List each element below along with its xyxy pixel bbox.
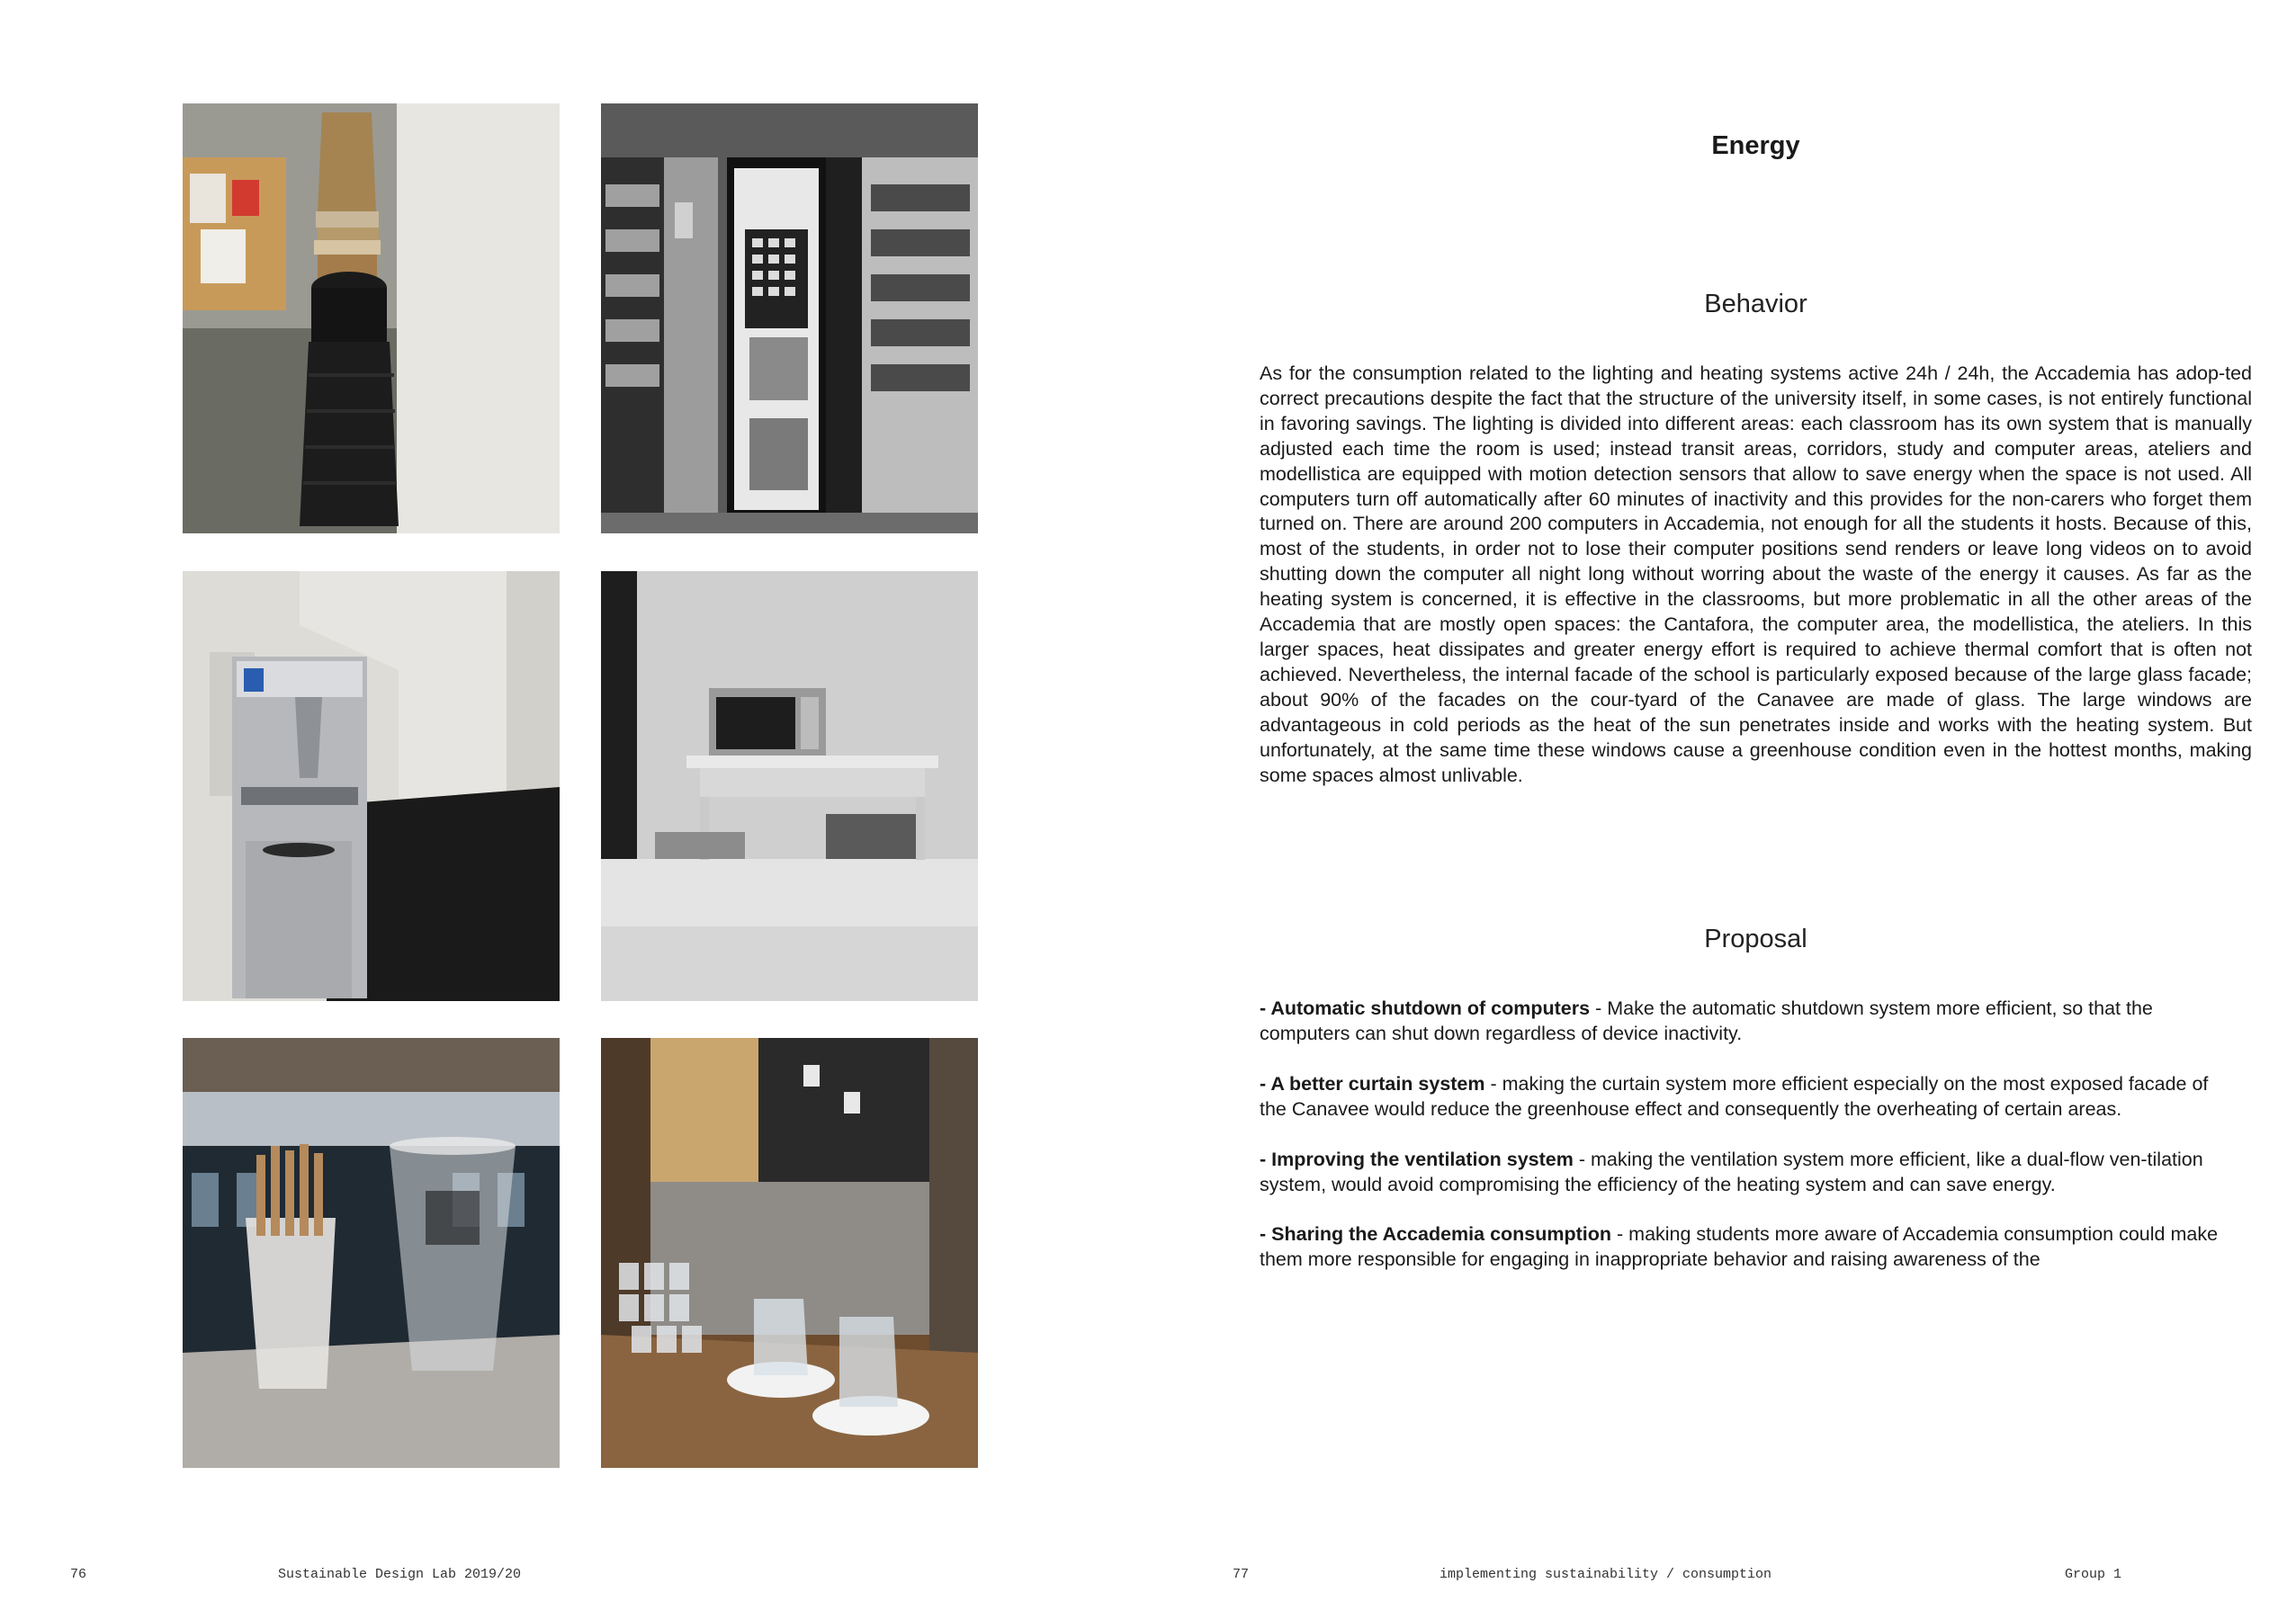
proposal-item-text: - making the ventilation system more efficient, like a dual-flow ven-tilation system, would avoid compromising the efficiency of the heating system and can save energy. <box>1260 1148 2203 1195</box>
proposal-list <box>1260 997 2240 1298</box>
right-page-number: 77 <box>1233 1567 1250 1582</box>
proposal-item-text: - making the curtain system more efficient especially on the most exposed facade of the Canavee would reduce the greenhouse effect and consequently the overheating of certain areas. <box>1260 1072 2209 1120</box>
proposal-item <box>1260 1222 2240 1273</box>
photo-trash-bin <box>183 103 560 533</box>
page-title: Energy <box>1711 131 1800 160</box>
left-running-title: Sustainable Design Lab 2019/20 <box>278 1567 522 1582</box>
proposal-heading: Proposal <box>1704 925 1807 953</box>
photo-bar-counter <box>183 1038 560 1468</box>
proposal-item <box>1260 1072 2240 1123</box>
proposal-item-title: - Improving the ventilation system <box>1260 1148 1574 1170</box>
proposal-item-text: - Make the automatic shutdown system more efficient, so that the computers can shut down regardless of device inactivity. <box>1260 997 2153 1044</box>
proposal-item-title: - A better curtain system <box>1260 1072 1485 1095</box>
proposal-item-text: - making students more aware of Accademia consumption could make them more responsible for engaging in inappropriate behavior and raising awareness of the <box>1260 1223 2219 1271</box>
photo-water-jugs <box>601 1038 978 1468</box>
group-label: Group 1 <box>2065 1567 2122 1582</box>
left-page-number: 76 <box>70 1567 87 1582</box>
proposal-item-title: - Automatic shutdown of computers <box>1260 997 1591 1019</box>
behavior-heading: Behavior <box>1704 290 1807 318</box>
right-running-title: implementing sustainability / consumption <box>1439 1567 1772 1582</box>
proposal-item <box>1260 1148 2240 1198</box>
photo-microwave <box>601 571 978 1001</box>
proposal-item <box>1260 997 2240 1047</box>
photo-water-dispenser <box>183 571 560 1001</box>
proposal-item-title: - Sharing the Accademia consumption <box>1260 1223 1612 1246</box>
behavior-paragraph: As for the consumption related to the lighting and heating systems active 24h / 24h, the Accademia has adop-ted correct precautions despite the fact that the structure of the university itself, in some cases, is not entirely functional in favoring savings. The lighting is divided into different areas: each classroom has its own system that is manually adjusted each time the room is used; instead transit areas, corridors, study and computer areas, ateliers and modellistica are equipped with motion detection sensors that allow to save energy when the space is not used. All computers turn off automatically after 60 minutes of inactivity and this provides for the non-carers who forget them turned on. There are around 200 computers in Accademia, not enough for all the students it hosts. Because of this, most of the students, in order not to lose their computer positions send renders or leave long videos on to avoid shutting down the computer all night long without worring about the waste of the energy it causes. As far as the heating system is concerned, it is effective in the classrooms, but more problematic in all the other areas of the Accademia that are mostly open spaces: the Cantafora, the computer area, the modellistica, the ateliers. In this larger spaces, heat dissipates and greater energy effort is required to achieve thermal comfort that is often not achieved. Nevertheless, the internal facade of the school is particularly exposed because of the large glass facade; about 90% of the facades on the cour-tyard of the Canavee are made of glass. The large windows are advantageous in cold periods as the heat of the sun penetrates inside and works with the heating system. But unfortunately, at the same time these windows cause a greenhouse condition even in the hottest months, making some spaces almost unlivable. <box>1260 362 2252 786</box>
photo-vending-machines <box>601 103 978 533</box>
